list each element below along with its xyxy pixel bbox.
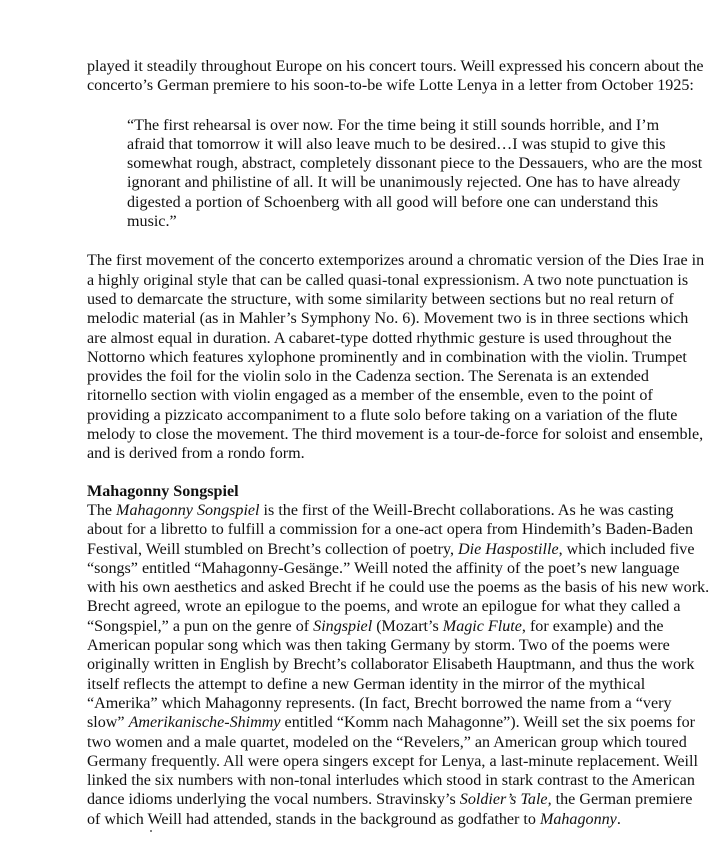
italic-title: Mahagonny	[539, 810, 617, 828]
text-line: used to demarcate the structure, with some similarity between sections but no real return of	[87, 290, 674, 308]
text-line	[87, 501, 685, 520]
quote-line: music.”	[127, 213, 177, 231]
italic-title: Singspiel	[313, 617, 373, 635]
text-line: provides the foil for the violin solo in the Cadenza section. The Serenata is an extended	[87, 368, 649, 386]
text-line: linked the six numbers with non-tonal interludes which stood in stark contrast to the American	[87, 772, 695, 790]
italic-title: Magic Flute	[442, 617, 522, 635]
text-line: “songs” entitled “Mahagonny-Gesänge.” Weill noted the affinity of the poet’s new language	[87, 559, 680, 577]
text-line	[87, 790, 693, 809]
text-line: with his own aesthetics and asked Brecht if he could use the poems as the basis of his new work.	[87, 579, 710, 597]
text-line: Germany frequently. All were opera singers except for Lenya, a last-minute replacement. Weill	[87, 752, 698, 770]
quote-line: digested a portion of Schoenberg with all good will before one can understand this	[127, 193, 659, 211]
italic-title: Mahagonny Songspiel	[116, 501, 260, 519]
document-page	[87, 57, 710, 829]
section-heading: Mahagonny Songspiel	[87, 482, 239, 500]
text-line: about for a libretto to fulfill a commission for a one-act opera from Hindemith’s Baden-Baden	[87, 521, 694, 539]
text-line	[87, 540, 695, 559]
quote-line: afraid that tomorrow it will also leave much to be desired…I was stupid to give this	[127, 135, 666, 153]
text-run: , which included five	[558, 540, 695, 558]
scan-speck	[150, 830, 152, 832]
text-run: The	[87, 501, 117, 519]
text-line: ritornello section with violin engaged as a member of the ensemble, even to the point of	[87, 387, 653, 405]
movements-paragraph	[87, 251, 705, 463]
text-line: The first movement of the concerto extemporizes around a chromatic version of the Dies Irae in	[87, 252, 705, 270]
text-run: Festival, Weill stumbled on Brecht’s collection of poetry,	[87, 540, 459, 558]
text-line	[87, 617, 685, 636]
text-line: played it steadily throughout Europe on his concert tours. Weill expressed his concern about the	[87, 58, 704, 75]
text-line: Nottorno which features xylophone prominently and in combination with the violin. Trumpet	[87, 348, 687, 366]
text-line: concerto’s German premiere to his soon-to-be wife Lotte Lenya in a letter from October 1925:	[87, 77, 694, 95]
quote-line: “The first rehearsal is over now. For the time being it still sounds horrible, and I’m	[127, 116, 660, 134]
text-run: entitled “Komm nach Mahagonne”). Weill set the six poems for	[280, 714, 696, 732]
text-run: is the first of the Weill-Brecht collaborations. As he was casting	[259, 501, 674, 519]
quote-line: somewhat rough, abstract, completely dissonant piece to the Dessauers, who are the most	[127, 155, 703, 173]
text-run: the German premiere	[551, 791, 693, 809]
text-line: American popular song which was then taking Germany by storm. Two of the poems were	[87, 637, 670, 655]
text-run: (Mozart’s	[372, 617, 443, 635]
quote-line: ignorant and philistine of all. It will be unanimously rejected. One has to have already	[127, 174, 681, 192]
text-run: dance idioms underlying the vocal numbers. Stravinsky’s	[87, 791, 460, 809]
text-run: of which Weill had attended, stands in the background as godfather to	[87, 810, 540, 828]
text-line: and is derived from a rondo form.	[87, 445, 305, 463]
text-run: slow”	[87, 714, 129, 732]
text-run: “Songspiel,” a pun on the genre of	[87, 617, 314, 635]
text-line: “Amerika” which Mahagonny represents. (In fact, Brecht borrowed the name from a “very	[87, 694, 672, 712]
text-line: itself reflects the attempt to define a new German identity in the mirror of the mythical	[87, 675, 646, 693]
intro-paragraph	[87, 57, 704, 96]
text-line: providing a pizzicato accompaniment to a flute solo before taking on a variation of the flute	[87, 406, 678, 424]
block-quote	[127, 116, 703, 232]
text-run: , for example) and the	[521, 617, 664, 635]
text-line: Brecht agreed, wrote an epilogue to the poems, and wrote an epilogue for what they called a	[87, 598, 681, 616]
text-line: melodic material (as in Mahler’s Symphony No. 6). Movement two is in three sections which	[87, 310, 689, 328]
text-line	[87, 810, 685, 829]
text-line: are almost equal in duration. A cabaret-type dotted rhythmic gesture is used throughout the	[87, 329, 672, 347]
italic-title: Amerikanische-Shimmy	[128, 714, 281, 732]
italic-title: Soldier’s Tale,	[459, 791, 552, 809]
text-line: melody to close the movement. The third movement is a tour-de-force for soloist and ensemble,	[87, 426, 704, 444]
text-line: originally written in English by Brecht’s collaborator Elisabeth Hauptmann, and thus the work	[87, 656, 695, 674]
text-run: .	[616, 810, 621, 828]
text-line: two women and a male quartet, modeled on the “Revelers,” an American group which toured	[87, 733, 687, 751]
songspiel-paragraph	[87, 501, 710, 829]
italic-title: Die Haspostille	[458, 540, 559, 558]
text-line: a highly original style that can be called quasi-tonal expressionism. A two note punctuation is	[87, 271, 689, 289]
text-line	[87, 713, 696, 732]
